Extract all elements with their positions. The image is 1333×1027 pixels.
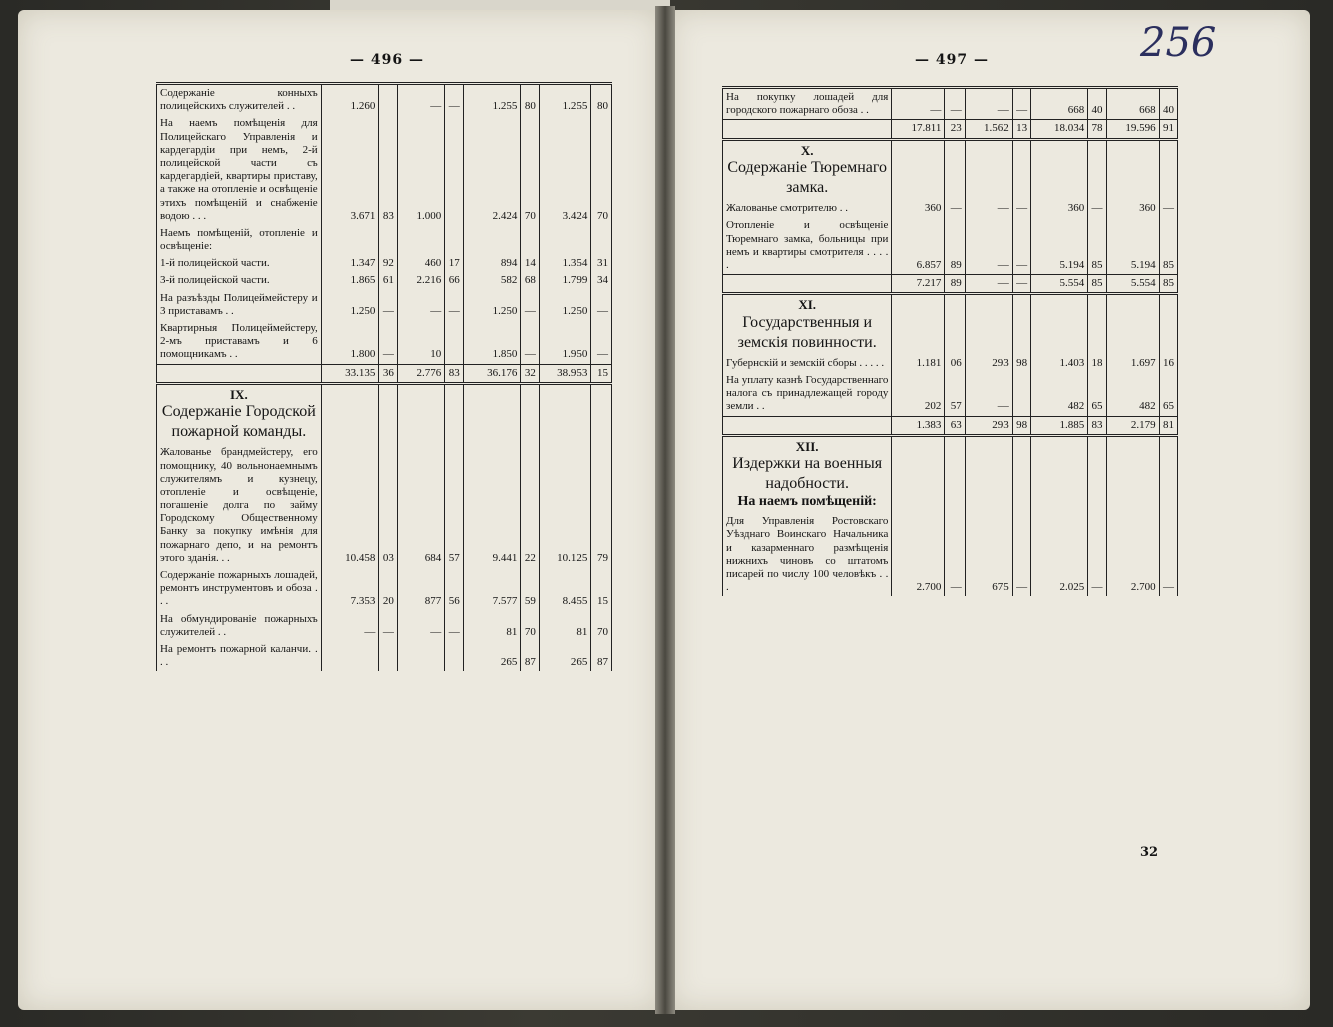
empty-cell [1031, 435, 1088, 513]
row-value: 265 [539, 641, 590, 671]
row-label: На разъѣзды Полицеймейстеру и 3 приставамъ . . [157, 290, 322, 320]
row-value: 85 [1088, 217, 1106, 274]
row-value [379, 641, 398, 671]
row-value: 2.424 [463, 115, 521, 225]
row-value: 293 [965, 416, 1012, 435]
handwritten-page-number: 256 [1140, 20, 1217, 66]
row-value: 8.455 [539, 567, 590, 611]
row-value: — [445, 611, 464, 641]
row-value [591, 225, 612, 255]
row-value [397, 641, 444, 671]
row-value [539, 225, 590, 255]
row-value: — [1012, 200, 1030, 217]
row-value: 14 [521, 255, 540, 272]
empty-cell [379, 383, 398, 444]
empty-cell [1106, 294, 1159, 355]
row-value: 3.671 [321, 115, 379, 225]
row-value: 482 [1106, 372, 1159, 416]
total-row [157, 364, 612, 383]
row-value: — [397, 611, 444, 641]
row-value: 2.216 [397, 272, 444, 289]
row-label: На покупку лошадей для городского пожарнаго обоза . . [723, 89, 892, 120]
row-value: 33.135 [321, 364, 379, 383]
row-value: 5.194 [1031, 217, 1088, 274]
row-value: 675 [965, 513, 1012, 596]
row-value: 85 [1159, 217, 1177, 274]
ledger-row [723, 355, 1178, 372]
row-value: 1.000 [397, 115, 444, 225]
row-label: Содержаніе конныхъ полицейскихъ служителей . . [157, 85, 322, 115]
row-value: 20 [379, 567, 398, 611]
row-value: 482 [1031, 372, 1088, 416]
left-page-number: — 496 — [350, 52, 424, 68]
row-value: 1.347 [321, 255, 379, 272]
row-value [445, 641, 464, 671]
ledger-row [157, 85, 612, 115]
row-value: 36.176 [463, 364, 521, 383]
row-value: 70 [591, 611, 612, 641]
row-label: Наемъ помѣщеній, отопленіе и освѣщеніе: [157, 225, 322, 255]
row-value: 668 [1106, 89, 1159, 120]
row-value: 668 [1031, 89, 1088, 120]
row-value: 16 [1159, 355, 1177, 372]
row-value: 2.025 [1031, 513, 1088, 596]
row-value: 1.255 [539, 85, 590, 115]
empty-cell [397, 383, 444, 444]
row-value: 18.034 [1031, 120, 1088, 139]
row-value: — [1088, 513, 1106, 596]
row-label: Губернскій и земскій сборы . . . . . [723, 355, 892, 372]
empty-cell [1106, 139, 1159, 200]
empty-cell [965, 294, 1012, 355]
row-value: — [521, 320, 540, 364]
row-value: 1.255 [463, 85, 521, 115]
row-value: — [1012, 513, 1030, 596]
row-value: 70 [521, 611, 540, 641]
empty-cell [945, 139, 965, 200]
section-heading-cell [723, 435, 892, 513]
row-value: 80 [521, 85, 540, 115]
row-label: На ремонтъ пожарной каланчи. . . . [157, 641, 322, 671]
row-value [445, 115, 464, 225]
row-value: 894 [463, 255, 521, 272]
row-value [379, 225, 398, 255]
row-value: 1.181 [892, 355, 945, 372]
empty-cell [1012, 139, 1030, 200]
section-number: IX. [230, 386, 248, 402]
empty-cell [321, 383, 379, 444]
ledger-row [157, 255, 612, 272]
row-value: — [1012, 275, 1030, 294]
section-title: Государственныя и земскія повинности. [737, 313, 877, 351]
row-value [379, 85, 398, 115]
empty-cell [1088, 435, 1106, 513]
row-value: 40 [1159, 89, 1177, 120]
ledger-row [157, 567, 612, 611]
row-value: 1.250 [539, 290, 590, 320]
empty-cell [1159, 294, 1177, 355]
row-value [521, 225, 540, 255]
row-value: 360 [1106, 200, 1159, 217]
row-value: 10.458 [321, 444, 379, 567]
row-value: 63 [945, 416, 965, 435]
row-value: 2.700 [1106, 513, 1159, 596]
row-value: 79 [591, 444, 612, 567]
row-value: 1.885 [1031, 416, 1088, 435]
row-value: — [521, 290, 540, 320]
row-value: 78 [1088, 120, 1106, 139]
row-value: — [965, 200, 1012, 217]
row-label: Содержаніе пожарныхъ лошадей, ремонтъ инструментовъ и обоза . . . [157, 567, 322, 611]
empty-cell [1088, 294, 1106, 355]
row-value: 06 [945, 355, 965, 372]
row-value: 5.554 [1031, 275, 1088, 294]
row-value: — [379, 290, 398, 320]
row-value: 1.250 [321, 290, 379, 320]
section-x-heading [723, 139, 1178, 200]
row-value [1012, 372, 1030, 416]
row-value: 17 [445, 255, 464, 272]
row-value: 80 [591, 85, 612, 115]
row-value [321, 225, 379, 255]
row-label: На наемъ помѣщенія для Полицейскаго Управленія и кардегардіи при немъ, 2-й полицейской части съ кардегардіей, квартиры приставу, а также на отопленіе и освѣщеніе этихъ помѣщеній и снабженіе водою . . . [157, 115, 322, 225]
row-value: 83 [379, 115, 398, 225]
row-value: — [965, 89, 1012, 120]
total-row [723, 120, 1178, 139]
row-value: 23 [945, 120, 965, 139]
ledger-row [157, 320, 612, 364]
row-value: 83 [1088, 416, 1106, 435]
row-value: 56 [445, 567, 464, 611]
section-title: Содержаніе Тюремнаго замка. [727, 159, 888, 197]
row-value: 265 [463, 641, 521, 671]
row-label: 1-й полицейской части. [157, 255, 322, 272]
row-value: 1.850 [463, 320, 521, 364]
empty-cell [1031, 294, 1088, 355]
row-value: 19.596 [1106, 120, 1159, 139]
total-row [723, 275, 1178, 294]
row-value: 70 [521, 115, 540, 225]
row-value: 81 [1159, 416, 1177, 435]
row-value: — [965, 275, 1012, 294]
row-value: 81 [539, 611, 590, 641]
row-value: — [591, 290, 612, 320]
row-value: 1.800 [321, 320, 379, 364]
row-value: 59 [521, 567, 540, 611]
row-value: 2.776 [397, 364, 444, 383]
row-value: — [1159, 513, 1177, 596]
row-label [723, 120, 892, 139]
row-label [157, 364, 322, 383]
row-label [723, 416, 892, 435]
row-value: 202 [892, 372, 945, 416]
row-value: 83 [445, 364, 464, 383]
row-label: Квартирныя Полицеймейстеру, 2-мъ приставамъ и 6 помощникамъ . . [157, 320, 322, 364]
row-value: 684 [397, 444, 444, 567]
ledger-row [157, 115, 612, 225]
row-value: 5.194 [1106, 217, 1159, 274]
section-number: XI. [798, 297, 817, 313]
section-subtitle: На наемъ помѣщеній: [737, 494, 877, 510]
empty-cell [892, 435, 945, 513]
section-xii-heading [723, 435, 1178, 513]
empty-cell [892, 139, 945, 200]
ledger-row [723, 89, 1178, 120]
row-value: 6.857 [892, 217, 945, 274]
row-value: 68 [521, 272, 540, 289]
row-value: 1.562 [965, 120, 1012, 139]
row-value: 10.125 [539, 444, 590, 567]
row-value: — [397, 85, 444, 115]
row-value: 65 [1088, 372, 1106, 416]
row-value [397, 225, 444, 255]
empty-cell [445, 383, 464, 444]
row-value: 61 [379, 272, 398, 289]
row-value: 87 [591, 641, 612, 671]
row-value: 7.217 [892, 275, 945, 294]
row-value: 10 [397, 320, 444, 364]
row-value: 98 [1012, 416, 1030, 435]
row-label: На уплату казнѣ Государственнаго налога съ принадлежащей городу земли . . [723, 372, 892, 416]
ledger-row [157, 444, 612, 567]
empty-cell [1159, 435, 1177, 513]
section-title: Содержаніе Городской пожарной команды. [161, 403, 316, 441]
empty-cell [1159, 139, 1177, 200]
row-value: — [591, 320, 612, 364]
ledger-row [723, 217, 1178, 274]
row-value: 2.700 [892, 513, 945, 596]
row-value: 17.811 [892, 120, 945, 139]
ledger-row [157, 290, 612, 320]
row-value: 15 [591, 364, 612, 383]
ledger-row [157, 641, 612, 671]
ledger-row [157, 272, 612, 289]
row-value: 293 [965, 355, 1012, 372]
row-value: 360 [892, 200, 945, 217]
section-xi-heading [723, 294, 1178, 355]
empty-cell [463, 383, 521, 444]
row-value: — [379, 611, 398, 641]
empty-cell [1106, 435, 1159, 513]
row-value: 360 [1031, 200, 1088, 217]
row-value [463, 225, 521, 255]
row-value: 460 [397, 255, 444, 272]
row-value: — [445, 290, 464, 320]
row-value: 57 [945, 372, 965, 416]
signature-mark: 32 [1140, 845, 1159, 860]
row-value: — [1012, 217, 1030, 274]
section-heading-cell [723, 294, 892, 355]
row-value: 1.250 [463, 290, 521, 320]
row-value: 34 [591, 272, 612, 289]
row-value: 15 [591, 567, 612, 611]
row-value: 65 [1159, 372, 1177, 416]
row-value: — [1088, 200, 1106, 217]
row-value: 1.799 [539, 272, 590, 289]
section-heading-cell [157, 383, 322, 444]
row-value: 1.950 [539, 320, 590, 364]
row-value: 1.383 [892, 416, 945, 435]
row-value: 92 [379, 255, 398, 272]
row-value [321, 641, 379, 671]
book-gutter [655, 6, 675, 1014]
row-value: 18 [1088, 355, 1106, 372]
row-label: На обмундированіе пожарныхъ служителей . . [157, 611, 322, 641]
row-label: Для Управленія Ростовскаго Уѣзднаго Воинскаго Начальника и казарменнаго размѣщенія нижнихъ чиновъ со штатомъ писарей по числу 100 человѣкъ . . . [723, 513, 892, 596]
row-label: 3-й полицейской части. [157, 272, 322, 289]
row-value: 5.554 [1106, 275, 1159, 294]
row-value: 31 [591, 255, 612, 272]
empty-cell [892, 294, 945, 355]
row-value: 91 [1159, 120, 1177, 139]
row-value: 57 [445, 444, 464, 567]
row-label [723, 275, 892, 294]
empty-cell [539, 383, 590, 444]
row-value: — [1159, 200, 1177, 217]
left-ledger-table [156, 82, 612, 671]
empty-cell [965, 139, 1012, 200]
row-value [445, 320, 464, 364]
row-value: 81 [463, 611, 521, 641]
row-value: — [379, 320, 398, 364]
row-value: 70 [591, 115, 612, 225]
row-value: 66 [445, 272, 464, 289]
row-value: 7.577 [463, 567, 521, 611]
row-value: 98 [1012, 355, 1030, 372]
row-value: 03 [379, 444, 398, 567]
empty-cell [965, 435, 1012, 513]
empty-cell [1012, 294, 1030, 355]
section-heading-cell [723, 139, 892, 200]
row-value: 9.441 [463, 444, 521, 567]
empty-cell [945, 294, 965, 355]
empty-cell [1088, 139, 1106, 200]
row-value: 89 [945, 275, 965, 294]
row-value: 3.424 [539, 115, 590, 225]
row-value: 40 [1088, 89, 1106, 120]
row-value: 2.179 [1106, 416, 1159, 435]
total-row [723, 416, 1178, 435]
row-value: 87 [521, 641, 540, 671]
row-value: — [965, 372, 1012, 416]
section-number: X. [800, 142, 814, 158]
ledger-row [157, 225, 612, 255]
row-value: — [945, 89, 965, 120]
empty-cell [1031, 139, 1088, 200]
row-value: 1.697 [1106, 355, 1159, 372]
row-label: Отопленіе и освѣщеніе Тюремнаго замка, больницы при немъ и квартиры смотрителя . . . . . [723, 217, 892, 274]
row-label: Жалованье смотрителю . . [723, 200, 892, 217]
ledger-row [723, 200, 1178, 217]
empty-cell [945, 435, 965, 513]
row-value: 85 [1088, 275, 1106, 294]
row-value: 1.403 [1031, 355, 1088, 372]
row-value: 13 [1012, 120, 1030, 139]
row-value: 1.260 [321, 85, 379, 115]
row-label: Жалованье брандмейстеру, его помощнику, 40 вольнонаемнымъ служителямъ и кузнецу, отопленіе и освѣщеніе, погашеніе долга по займу Городскому Общественному Банку за покупку имѣнія для пожарнаго депо, и на ремонтъ этого зданія. . . [157, 444, 322, 567]
row-value: 38.953 [539, 364, 590, 383]
right-page-number: — 497 — [915, 52, 989, 68]
row-value: — [397, 290, 444, 320]
row-value: 1.354 [539, 255, 590, 272]
row-value: 32 [521, 364, 540, 383]
section-title: Издержки на военныя надобности. [732, 455, 883, 493]
row-value: 582 [463, 272, 521, 289]
section-number: XII. [795, 438, 819, 454]
row-value: — [321, 611, 379, 641]
empty-cell [591, 383, 612, 444]
row-value: — [892, 89, 945, 120]
right-ledger-table [722, 86, 1178, 596]
section-ix-heading [157, 383, 612, 444]
row-value: 22 [521, 444, 540, 567]
ledger-row [723, 372, 1178, 416]
row-value: 36 [379, 364, 398, 383]
empty-cell [1012, 435, 1030, 513]
row-value: 1.865 [321, 272, 379, 289]
row-value: — [445, 85, 464, 115]
row-value: 89 [945, 217, 965, 274]
row-value: 85 [1159, 275, 1177, 294]
empty-cell [521, 383, 540, 444]
row-value: — [965, 217, 1012, 274]
row-value: 7.353 [321, 567, 379, 611]
ledger-row [723, 513, 1178, 596]
row-value: 877 [397, 567, 444, 611]
row-value [445, 225, 464, 255]
ledger-row [157, 611, 612, 641]
row-value: — [1012, 89, 1030, 120]
row-value: — [945, 200, 965, 217]
row-value: — [945, 513, 965, 596]
